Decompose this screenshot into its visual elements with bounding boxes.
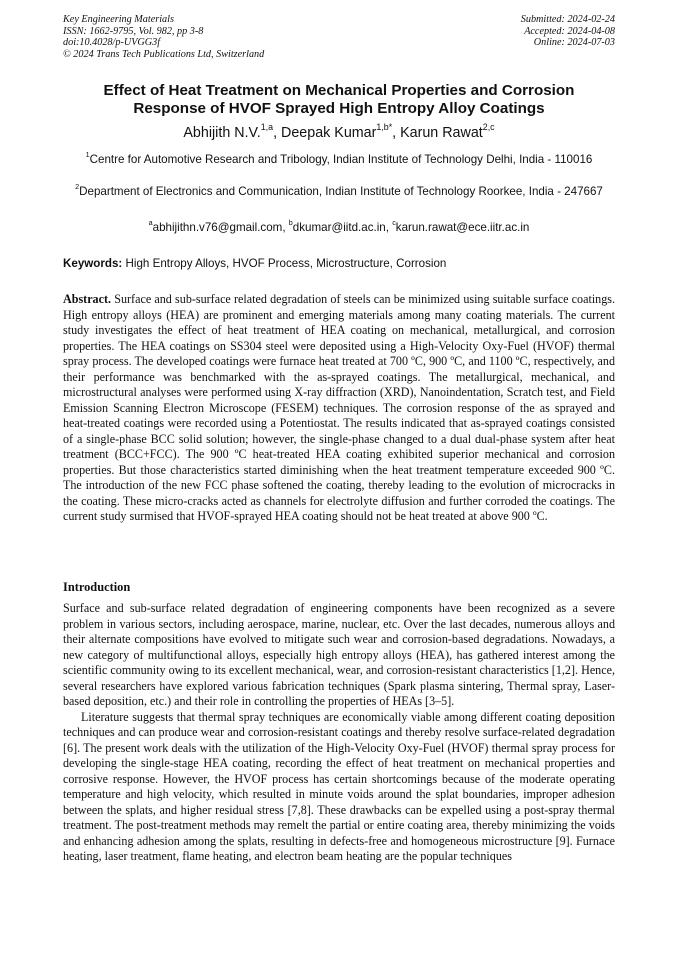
publication-dates	[521, 14, 615, 49]
journal-name: Key Engineering Materials	[63, 14, 174, 25]
affiliation-1: $^1$Centre for Automotive Research and Tribology, Indian Institute of Technology Delhi, India - 110016	[85, 150, 593, 166]
affiliation-2: $^2$Department of Electronics and Communication, Indian Institute of Technology Roorkee, India - 247667	[75, 182, 603, 198]
paper-title	[40, 82, 638, 118]
keywords-text: High Entropy Alloys, HVOF Process, Microstructure, Corrosion	[125, 257, 447, 270]
paragraph: Literature suggests that thermal spray techniques are economically viable among different coating deposition techniques and can produce wear and corrosion-resistant coatings and thereby resolve surface-related degradation [6]. The present work deals with the utilization of the High-Velocity Oxy-Fuel (HVOF) thermal spray process for developing the single-stage HEA coating, recording the effect of heat treatment on mechanical properties and corrosive response. However, the HVOF process has certain shortcomings because of the moderate operating temperature and high velocity, which resulted in minute voids around the splat boundaries, improper adhesion between the splats, and higher residual stress [7,8]. These drawbacks can be expelled using a post-spray thermal treatment. The post-treatment methods may remelt the partial or entire coating area, thereby minimizing the voids and enhancing adhesion among the splats, resulting in defects-free and homogeneous microstructure [9]. Furnace heating, laser treatment, flame heating, and electron beam heating are the popular techniques	[63, 709, 615, 863]
abstract	[63, 292, 615, 525]
keywords-label: Keywords:	[63, 257, 123, 270]
author: Karun Rawat$^{2,c}$	[400, 121, 495, 141]
accepted-date: Accepted: 2024-04-08	[524, 25, 615, 37]
email-link[interactable]: $^a$abhijithn.v76@gmail.com	[148, 218, 283, 234]
author: Abhijith N.V.$^{1,a}$,	[183, 121, 282, 141]
title-line-1: Effect of Heat Treatment on Mechanical Properties and Corrosion	[103, 82, 575, 99]
section-heading-introduction: Introduction	[63, 580, 131, 594]
author-list	[40, 121, 638, 142]
author: Deepak Kumar$^{1,b*}$,	[281, 121, 401, 141]
issn-volume: ISSN: 1662-9795, Vol. 982, pp 3-8	[63, 25, 204, 37]
keywords	[63, 257, 446, 271]
online-date: Online: 2024-07-03	[533, 37, 615, 49]
title-line-2: Response of HVOF Sprayed High Entropy Alloy Coatings	[133, 100, 545, 118]
abstract-text: Surface and sub-surface related degradation of steels can be minimized using suitable surface coatings. High entropy alloys (HEA) are prominent and emerging materials among many coating materials. The current study investigates the effect of heat treatment of HEA coating on mechanical, metallurgical, and corrosion properties. The HEA coatings on SS304 steel were deposited using a High-Velocity Oxy-Fuel (HVOF) thermal spray process. The developed coatings were furnace heat treated at 700 ºC, 900 ºC, and 1100 ºC, respectively, and their performance was benchmarked with the as-sprayed coatings. The metallurgical, mechanical, and microstructural analyses were performed using X-ray diffraction (XRD), Nanoindentation, Scratch test, and Field Emission Scanning Electron Microscope (FESEM) techniques. The corrosion response of the as sprayed and heat-treated coatings were recorded using a Potentiostat. The results indicated that as-sprayed coatings consisted of a single-phase BCC solid solution; however, the single-phase changed to a dual dual-phase system after heat treatment (BCC+FCC). The 900 ºC heat-treated HEA coating exhibited superior mechanical and corrosion properties. But those characteristics started diminishing when the heat treatment temperature exceeded 900 ºC. The introduction of the new FCC phase softened the coating, thereby leading to the evolution of microcracks in the coating. These micro-cracks acted as channels for electrolyte diffusion and further corroded the coatings. The current study surmised that HVOF-sprayed HEA coating should not be heat treated at above 900 ºC.	[63, 292, 616, 523]
author-emails: $^a$abhijithn.v76@gmail.com, $^b$dkumar@iitd.ac.in, $^c$karun.rawat@ece.iitr.ac.in	[148, 218, 530, 234]
doi: doi:10.4028/p-UVGG3f	[63, 37, 161, 49]
paragraph: Surface and sub-surface related degradation of engineering components have been recognized as a severe problem in various sectors, including aerospace, marine, nuclear, etc. Over the last decades, numerous alloys and their alternate compositions have evolved to mitigate such wear and corrosion-based degradations. Nowadays, a new category of multifunctional alloys, especially high entropy alloys (HEA), has gathered interest among the scientific community owing to its excellent mechanical, wear, and corrosion-resistant characteristics [1,2]. Hence, several researchers have explored various fabrication techniques (Spark plasma sintering, Thermal spray, Laser-based deposition, etc.) and their role in controlling the properties of HEAs [3–5].	[63, 601, 615, 708]
abstract-label: Abstract.	[63, 292, 112, 306]
email-link[interactable]: $^c$karun.rawat@ece.iitr.ac.in	[392, 218, 530, 234]
copyright: © 2024 Trans Tech Publications Ltd, Switzerland	[63, 48, 265, 60]
introduction-body	[63, 601, 615, 865]
email-link[interactable]: $^b$dkumar@iitd.ac.in	[288, 218, 386, 234]
journal-info	[63, 14, 264, 60]
submitted-date: Submitted: 2024-02-24	[520, 14, 615, 25]
